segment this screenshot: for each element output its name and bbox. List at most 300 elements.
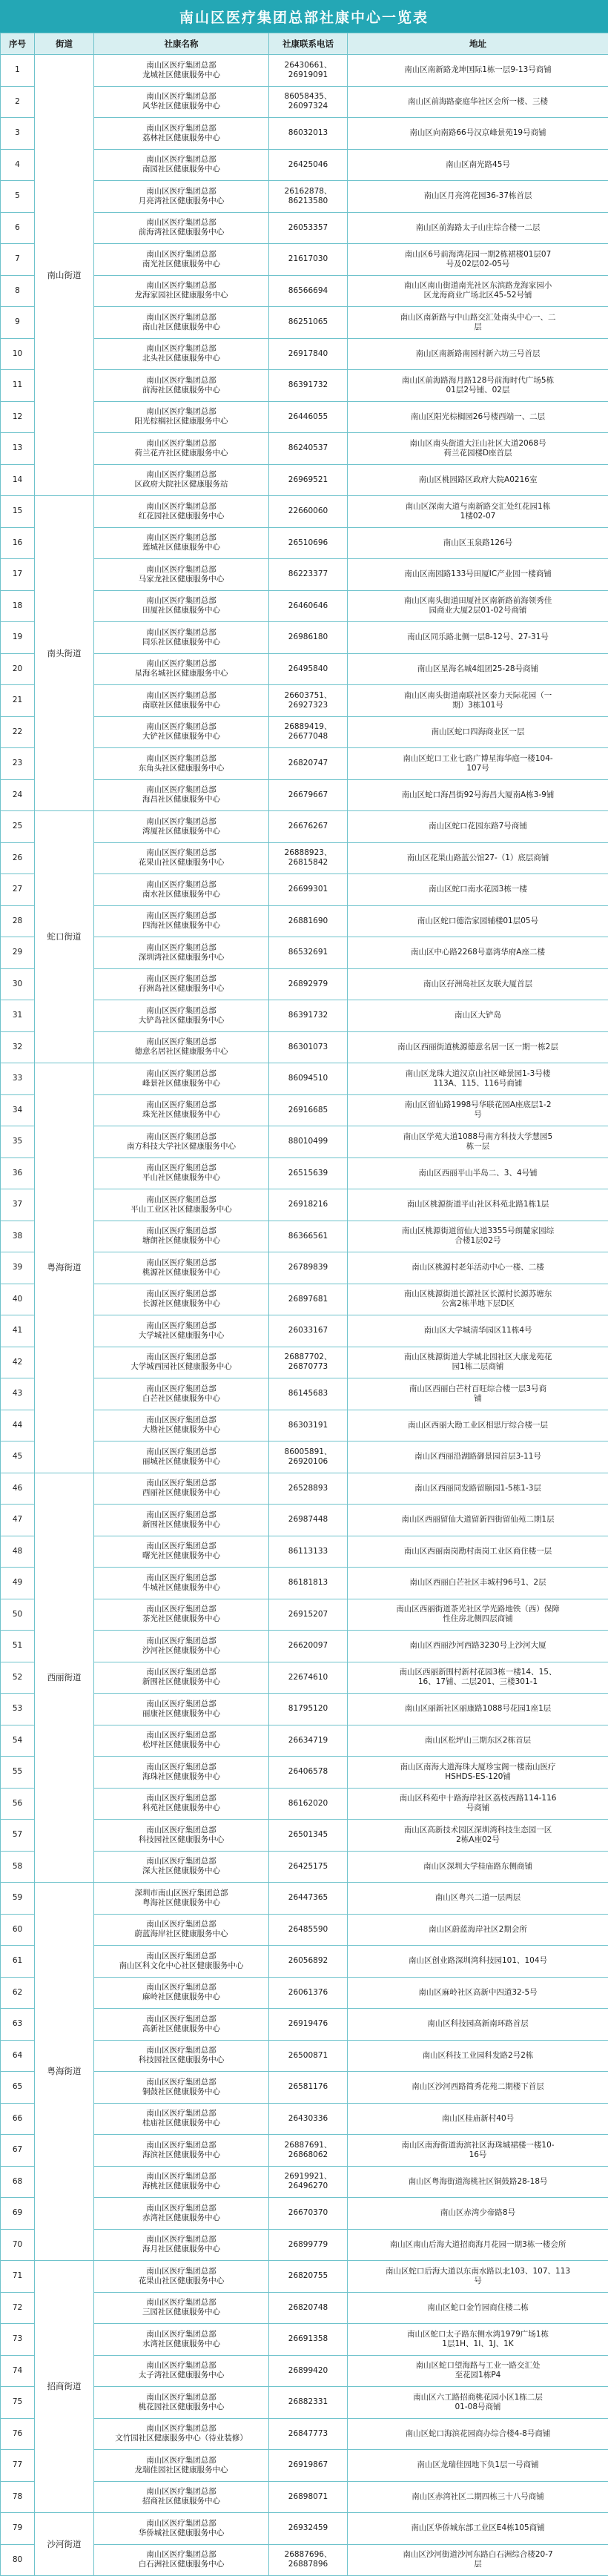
center-address: 南山区西丽同发路留颐园1-5栋1-3层 xyxy=(348,1473,608,1505)
center-name: 南山区医疗集团总部 南光社区健康服务中心 xyxy=(94,244,269,276)
row-number: 19 xyxy=(1,622,35,654)
center-name: 南山区医疗集团总部 南园社区健康服务中心 xyxy=(94,149,269,181)
center-name: 南山区医疗集团总部 月亮湾社区健康服务中心 xyxy=(94,181,269,213)
center-address: 南山区西丽大勘工业区相思厅综合楼一层 xyxy=(348,1410,608,1441)
row-number: 46 xyxy=(1,1473,35,1505)
row-number: 7 xyxy=(1,244,35,276)
center-address: 南山区桃源街道大学城北园社区大康龙苑花 园1栋二层商铺 xyxy=(348,1347,608,1378)
center-phone: 26670370 xyxy=(269,2198,348,2230)
center-phone: 26897681 xyxy=(269,1284,348,1315)
center-address: 南山区大铲岛 xyxy=(348,1000,608,1032)
row-number: 68 xyxy=(1,2166,35,2198)
center-phone: 26888923、 26815842 xyxy=(269,842,348,874)
center-address: 南山区龙瑞佳园地下负1层一号商铺 xyxy=(348,2450,608,2482)
row-number: 73 xyxy=(1,2324,35,2356)
row-number: 10 xyxy=(1,338,35,370)
center-name: 南山区医疗集团总部 星海名城社区健康服务中心 xyxy=(94,653,269,685)
center-phone: 22674610 xyxy=(269,1662,348,1694)
center-name: 南山区医疗集团总部 南水社区健康服务中心 xyxy=(94,874,269,906)
center-phone: 26528893 xyxy=(269,1473,348,1505)
center-phone: 26789839 xyxy=(269,1252,348,1284)
center-name: 南山区医疗集团总部 海桃社区健康服务中心 xyxy=(94,2166,269,2198)
center-address: 南山区丽新社区丽康路1088号花园1座1层 xyxy=(348,1694,608,1725)
center-phone: 26882331 xyxy=(269,2387,348,2419)
center-address: 南山区蛇口后海大道以东南水路以北103、107、113 号 xyxy=(348,2261,608,2293)
center-phone: 26881690 xyxy=(269,905,348,937)
center-name: 南山区医疗集团总部 白石洲社区健康服务中心 xyxy=(94,2544,269,2576)
row-number: 11 xyxy=(1,370,35,402)
center-address: 南山区赤湾少帝路8号 xyxy=(348,2198,608,2230)
center-address: 南山区蛇口太子路东侧水湾1979广场1栋 1层1H、1I、1J、1K xyxy=(348,2324,608,2356)
center-phone: 26919867 xyxy=(269,2450,348,2482)
center-address: 南山区六工路招商桃花园小区1栋二层 01-08号商铺 xyxy=(348,2387,608,2419)
center-name: 南山区医疗集团总部 桃花园社区健康服务中心 xyxy=(94,2387,269,2419)
center-name: 南山区医疗集团总部 阳光棕榈社区健康服务中心 xyxy=(94,401,269,433)
row-number: 20 xyxy=(1,653,35,685)
row-number: 76 xyxy=(1,2418,35,2450)
center-address: 南山区科技园高新南环路首层 xyxy=(348,2009,608,2041)
center-phone: 86058435、 26097324 xyxy=(269,86,348,118)
center-address: 南山区桃源街道留仙大道3355号朗麓家园综 合楼1层02号 xyxy=(348,1221,608,1252)
center-name: 南山区医疗集团总部 平山工业区社区健康服务中心 xyxy=(94,1189,269,1221)
row-number: 25 xyxy=(1,811,35,843)
center-address: 南山区蛇口南水花园3栋一楼 xyxy=(348,874,608,906)
table-row xyxy=(1,2513,608,2545)
center-phone: 26887691、 26868062 xyxy=(269,2135,348,2167)
center-phone: 26916685 xyxy=(269,1094,348,1126)
row-number: 31 xyxy=(1,1000,35,1032)
center-address: 南山区大学城清华园区11栋4号 xyxy=(348,1315,608,1347)
row-number: 38 xyxy=(1,1221,35,1252)
center-name: 南山区医疗集团总部 新围社区健康服务中心 xyxy=(94,1505,269,1536)
center-address: 南山区南新路南园村新六坊三号首层 xyxy=(348,338,608,370)
center-name: 南山区医疗集团总部 区政府大院社区健康服务站 xyxy=(94,464,269,496)
center-phone: 26500871 xyxy=(269,2040,348,2072)
row-number: 80 xyxy=(1,2544,35,2576)
row-number: 30 xyxy=(1,968,35,1000)
center-name: 南山区医疗集团总部 海昌社区健康服务中心 xyxy=(94,779,269,811)
row-number: 74 xyxy=(1,2355,35,2387)
center-phone: 26430336 xyxy=(269,2103,348,2135)
center-name: 南山区医疗集团总部 田厦社区健康服务中心 xyxy=(94,590,269,622)
row-number: 59 xyxy=(1,1883,35,1915)
center-phone: 26847773 xyxy=(269,2418,348,2450)
row-number: 78 xyxy=(1,2481,35,2513)
center-address: 南山区南新路龙坤国际1栋一层9-13号商铺 xyxy=(348,55,608,87)
center-address: 南山区科苑中十路海岸社区荔枝西路114-116 号商铺 xyxy=(348,1788,608,1820)
center-address: 南山区赤湾社区二期四栋三十八号商铺 xyxy=(348,2481,608,2513)
center-address: 南山区孖洲岛社区友联大厦首层 xyxy=(348,968,608,1000)
table-row xyxy=(1,1473,608,1505)
center-name: 南山区医疗集团总部 桃源社区健康服务中心 xyxy=(94,1252,269,1284)
table-body xyxy=(1,55,608,2576)
row-number: 54 xyxy=(1,1725,35,1757)
center-name: 南山区医疗集团总部 四海社区健康服务中心 xyxy=(94,905,269,937)
center-address: 南山区西丽南岗勘村南岗工业区商住楼一层 xyxy=(348,1536,608,1568)
center-name: 南山区医疗集团总部 长源社区健康服务中心 xyxy=(94,1284,269,1315)
center-address: 南山区西丽街道茶光社区学光路地铁（西）保障 性住房北侧四层商铺 xyxy=(348,1599,608,1631)
district-cell: 粤海街道 xyxy=(35,1063,94,1473)
center-address: 南山区粤兴二道一层两层 xyxy=(348,1883,608,1915)
center-name: 南山区医疗集团总部 丽康社区健康服务中心 xyxy=(94,1694,269,1725)
center-name: 南山区医疗集团总部 深圳湾社区健康服务中心 xyxy=(94,937,269,969)
center-address: 南山区南山街道南光社区东滨路龙海家园小 区龙海商业广场北区45-52号铺 xyxy=(348,275,608,307)
center-phone: 26676267 xyxy=(269,811,348,843)
header-name: 社康名称 xyxy=(94,33,269,55)
row-number: 49 xyxy=(1,1568,35,1599)
center-phone: 26917840 xyxy=(269,338,348,370)
center-address: 南山区西丽平山半岛二、3、4号铺 xyxy=(348,1157,608,1189)
center-address: 南山区花果山路蓝公馆27-（1）底层商铺 xyxy=(348,842,608,874)
center-name: 南山区医疗集团总部 松坪社区健康服务中心 xyxy=(94,1725,269,1757)
center-name: 南山区医疗集团总部 荔林社区健康服务中心 xyxy=(94,118,269,150)
center-name: 南山区医疗集团总部 风华社区健康服务中心 xyxy=(94,86,269,118)
row-number: 50 xyxy=(1,1599,35,1631)
center-address: 南山区南头街道南联社区泰力天际花园（一 期）3栋101号 xyxy=(348,685,608,717)
center-phone: 26969521 xyxy=(269,464,348,496)
center-phone: 26053357 xyxy=(269,212,348,244)
center-phone: 86223377 xyxy=(269,559,348,591)
center-name: 南山区医疗集团总部 前海社区健康服务中心 xyxy=(94,370,269,402)
center-phone: 26056892 xyxy=(269,1946,348,1978)
center-address: 南山区桃源村老年活动中心一楼、二楼 xyxy=(348,1252,608,1284)
row-number: 64 xyxy=(1,2040,35,2072)
center-name: 南山区医疗集团总部 峰景社区健康服务中心 xyxy=(94,1063,269,1095)
center-name: 南山区医疗集团总部 红花园社区健康服务中心 xyxy=(94,496,269,528)
center-phone: 86005891、 26920106 xyxy=(269,1441,348,1473)
center-address: 南山区南新路与中山路交汇处南头中心一、二 层 xyxy=(348,307,608,339)
center-phone: 26620097 xyxy=(269,1631,348,1662)
center-address: 南山区南海大道海珠大厦珍宝阁一楼南山医疗 HSHDS-ES-120铺 xyxy=(348,1757,608,1789)
center-address: 南山区玉泉路126号 xyxy=(348,527,608,559)
center-name: 南山区医疗集团总部 铜鼓社区健康服务中心 xyxy=(94,2072,269,2104)
center-address: 南山区留仙路1998号华联花园A座底层1-2 号 xyxy=(348,1094,608,1126)
row-number: 40 xyxy=(1,1284,35,1315)
center-address: 南山区南头街道田厦社区南新路前海领秀佳 园商业大厦2层01-02号商铺 xyxy=(348,590,608,622)
center-phone: 26501345 xyxy=(269,1820,348,1852)
center-phone: 26460646 xyxy=(269,590,348,622)
center-name: 南山区医疗集团总部 东角头社区健康服务中心 xyxy=(94,748,269,780)
center-address: 南山区西丽留仙大道留新四街留仙苑二期1层 xyxy=(348,1505,608,1536)
center-address: 南山区沙河西路简秀花苑二期楼下首层 xyxy=(348,2072,608,2104)
center-address: 南山区创业路深圳湾科技园101、104号 xyxy=(348,1946,608,1978)
center-name: 南山区医疗集团总部 龙城社区健康服务中心 xyxy=(94,55,269,87)
center-phone: 26887696、 26887896 xyxy=(269,2544,348,2576)
row-number: 66 xyxy=(1,2103,35,2135)
center-phone: 26899420 xyxy=(269,2355,348,2387)
center-phone: 86145683 xyxy=(269,1378,348,1410)
center-phone: 26603751、 26927323 xyxy=(269,685,348,717)
center-name: 南山区医疗集团总部 太子湾社区健康服务中心 xyxy=(94,2355,269,2387)
center-phone: 26987448 xyxy=(269,1505,348,1536)
center-name: 南山区医疗集团总部 南山区科文化中心社区健康服务中心 xyxy=(94,1946,269,1978)
table-row xyxy=(1,55,608,87)
center-name: 南山区医疗集团总部 花果山社区健康服务中心 xyxy=(94,842,269,874)
center-name: 南山区医疗集团总部 同乐社区健康服务中心 xyxy=(94,622,269,654)
center-name: 南山区医疗集团总部 茶光社区健康服务中心 xyxy=(94,1599,269,1631)
center-phone: 86032013 xyxy=(269,118,348,150)
center-phone: 86301073 xyxy=(269,1031,348,1063)
row-number: 56 xyxy=(1,1788,35,1820)
center-address: 南山区蛇口工业七路广博星海华庭一楼104- 107号 xyxy=(348,748,608,780)
row-number: 63 xyxy=(1,2009,35,2041)
center-name: 南山区医疗集团总部 深大社区健康服务中心 xyxy=(94,1851,269,1883)
center-name: 深圳市南山区医疗集团总部 粤海社区健康服务中心 xyxy=(94,1883,269,1915)
header-phone: 社康联系电话 xyxy=(269,33,348,55)
center-address: 南山区桃园路区政府大院A0216室 xyxy=(348,464,608,496)
center-name: 南山区医疗集团总部 新围社区健康服务中心 xyxy=(94,1662,269,1694)
center-phone: 86181813 xyxy=(269,1568,348,1599)
row-number: 28 xyxy=(1,905,35,937)
center-phone: 26699301 xyxy=(269,874,348,906)
district-cell: 沙河街道 xyxy=(35,2513,94,2576)
center-phone: 26919921、 26496270 xyxy=(269,2166,348,2198)
row-number: 5 xyxy=(1,181,35,213)
center-address: 南山区桂庙新村40号 xyxy=(348,2103,608,2135)
center-name: 南山区医疗集团总部 前海湾社区健康服务中心 xyxy=(94,212,269,244)
center-name: 南山区医疗集团总部 德意名居社区健康服务中心 xyxy=(94,1031,269,1063)
health-center-table xyxy=(0,33,608,2576)
center-name: 南山区医疗集团总部 平山社区健康服务中心 xyxy=(94,1157,269,1189)
center-address: 南山区西丽白芒社区丰城村96号1、2层 xyxy=(348,1568,608,1599)
center-name: 南山区医疗集团总部 大学城社区健康服务中心 xyxy=(94,1315,269,1347)
center-phone: 26495840 xyxy=(269,653,348,685)
header-address: 地址 xyxy=(348,33,608,55)
center-phone: 21617030 xyxy=(269,244,348,276)
center-address: 南山区蛇口德浩家园辅楼01层05号 xyxy=(348,905,608,937)
row-number: 55 xyxy=(1,1757,35,1789)
row-number: 79 xyxy=(1,2513,35,2545)
table-row xyxy=(1,2261,608,2293)
row-number: 29 xyxy=(1,937,35,969)
center-name: 南山区医疗集团总部 高新社区健康服务中心 xyxy=(94,2009,269,2041)
center-phone: 86366561 xyxy=(269,1221,348,1252)
row-number: 14 xyxy=(1,464,35,496)
center-phone: 86251065 xyxy=(269,307,348,339)
row-number: 2 xyxy=(1,86,35,118)
center-name: 南山区医疗集团总部 大铲岛社区健康服务中心 xyxy=(94,1000,269,1032)
center-phone: 26820755 xyxy=(269,2261,348,2293)
center-address: 南山区6号前海湾花园一期2栋裙楼01层07 号及02层02-05号 xyxy=(348,244,608,276)
center-phone: 86162020 xyxy=(269,1788,348,1820)
row-number: 77 xyxy=(1,2450,35,2482)
center-address: 南山区西丽沙河西路3230号上沙河大厦 xyxy=(348,1631,608,1662)
row-number: 27 xyxy=(1,874,35,906)
center-phone: 26919476 xyxy=(269,2009,348,2041)
row-number: 36 xyxy=(1,1157,35,1189)
center-address: 南山区前海路太子山庄综合楼一二层 xyxy=(348,212,608,244)
row-number: 60 xyxy=(1,1914,35,1946)
center-address: 南山区桃源街道长源社区长源村长源苏塘东 公寓2栋半地下层D区 xyxy=(348,1284,608,1315)
center-address: 南山区南海街道海滨社区海珠城裙楼一楼10- 16号 xyxy=(348,2135,608,2167)
center-address: 南山区蛇口望海路与工业一路交汇处 至花园1栋P4 xyxy=(348,2355,608,2387)
center-name: 南山区医疗集团总部 花果山社区健康服务中心 xyxy=(94,2261,269,2293)
center-address: 南山区阳光棕榈园26号楼西端一、二层 xyxy=(348,401,608,433)
row-number: 41 xyxy=(1,1315,35,1347)
center-address: 南山区蛇口海昌街92号海昌大厦南A栋3-9铺 xyxy=(348,779,608,811)
row-number: 3 xyxy=(1,118,35,150)
center-name: 南山区医疗集团总部 水湾社区健康服务中心 xyxy=(94,2324,269,2356)
center-name: 南山区医疗集团总部 文竹园社区健康服务中心（待业装修） xyxy=(94,2418,269,2450)
center-name: 南山区医疗集团总部 马家龙社区健康服务中心 xyxy=(94,559,269,591)
center-address: 南山区向南路66号汉京峰景苑19号商铺 xyxy=(348,118,608,150)
center-phone: 86094510 xyxy=(269,1063,348,1095)
row-number: 8 xyxy=(1,275,35,307)
center-phone: 26932459 xyxy=(269,2513,348,2545)
row-number: 69 xyxy=(1,2198,35,2230)
center-phone: 26430661、 26919091 xyxy=(269,55,348,87)
center-address: 南山区科技工业园科发路2号2栋 xyxy=(348,2040,608,2072)
center-address: 南山区前海路海月路128号前海时代广场5栋 01层2号铺、02层 xyxy=(348,370,608,402)
center-name: 南山区医疗集团总部 西丽社区健康服务中心 xyxy=(94,1473,269,1505)
center-phone: 88010499 xyxy=(269,1126,348,1158)
center-name: 南山区医疗集团总部 大勘社区健康服务中心 xyxy=(94,1410,269,1441)
row-number: 67 xyxy=(1,2135,35,2167)
page-title: 南山区医疗集团总部社康中心一览表 xyxy=(0,0,608,33)
header-no: 序号 xyxy=(1,33,35,55)
center-phone: 26485590 xyxy=(269,1914,348,1946)
center-name: 南山区医疗集团总部 孖洲岛社区健康服务中心 xyxy=(94,968,269,1000)
row-number: 32 xyxy=(1,1031,35,1063)
row-number: 22 xyxy=(1,716,35,748)
row-number: 65 xyxy=(1,2072,35,2104)
center-address: 南山区蛇口金竹园商住楼二栋 xyxy=(348,2292,608,2324)
center-name: 南山区医疗集团总部 珠光社区健康服务中心 xyxy=(94,1094,269,1126)
row-number: 72 xyxy=(1,2292,35,2324)
row-number: 44 xyxy=(1,1410,35,1441)
center-address: 南山区深圳大学桂庙路东侧商铺 xyxy=(348,1851,608,1883)
center-name: 南山区医疗集团总部 南山社区健康服务中心 xyxy=(94,307,269,339)
row-number: 57 xyxy=(1,1820,35,1852)
center-address: 南山区龙珠大道汉京山社区峰景园1-3号楼 113A、115、116号商铺 xyxy=(348,1063,608,1095)
center-phone: 26515639 xyxy=(269,1157,348,1189)
center-address: 南山区前海路豪庭华社区会所一楼、三楼 xyxy=(348,86,608,118)
center-phone: 86303191 xyxy=(269,1410,348,1441)
center-phone: 26918216 xyxy=(269,1189,348,1221)
center-name: 南山区医疗集团总部 荷兰花卉社区健康服务中心 xyxy=(94,433,269,465)
center-phone: 26061376 xyxy=(269,1977,348,2009)
center-phone: 26447365 xyxy=(269,1883,348,1915)
row-number: 70 xyxy=(1,2229,35,2261)
center-phone: 86566694 xyxy=(269,275,348,307)
center-phone: 26634719 xyxy=(269,1725,348,1757)
center-address: 南山区粤海街道海桃社区铜鼓路28-18号 xyxy=(348,2166,608,2198)
table-header-row xyxy=(1,33,608,55)
center-name: 南山区医疗集团总部 海滨社区健康服务中心 xyxy=(94,2135,269,2167)
center-name: 南山区医疗集团总部 曙光社区健康服务中心 xyxy=(94,1536,269,1568)
district-cell: 招商街道 xyxy=(35,2261,94,2513)
center-name: 南山区医疗集团总部 海珠社区健康服务中心 xyxy=(94,1757,269,1789)
row-number: 1 xyxy=(1,55,35,87)
center-phone: 26820747 xyxy=(269,748,348,780)
row-number: 13 xyxy=(1,433,35,465)
row-number: 18 xyxy=(1,590,35,622)
district-cell: 南头街道 xyxy=(35,496,94,811)
center-phone: 26892979 xyxy=(269,968,348,1000)
center-name: 南山区医疗集团总部 科技园社区健康服务中心 xyxy=(94,1820,269,1852)
center-name: 南山区医疗集团总部 莲城社区健康服务中心 xyxy=(94,527,269,559)
row-number: 58 xyxy=(1,1851,35,1883)
row-number: 34 xyxy=(1,1094,35,1126)
center-address: 南山区蔚蓝海岸社区2期会所 xyxy=(348,1914,608,1946)
row-number: 75 xyxy=(1,2387,35,2419)
center-name: 南山区医疗集团总部 华侨城社区健康服务中心 xyxy=(94,2513,269,2545)
center-name: 南山区医疗集团总部 科技园社区健康服务中心 xyxy=(94,2040,269,2072)
row-number: 16 xyxy=(1,527,35,559)
center-phone: 81795120 xyxy=(269,1694,348,1725)
district-cell: 西丽街道 xyxy=(35,1473,94,1883)
center-address: 南山区西丽沿湖路御景园首层3-11号 xyxy=(348,1441,608,1473)
row-number: 33 xyxy=(1,1063,35,1095)
row-number: 9 xyxy=(1,307,35,339)
row-number: 43 xyxy=(1,1378,35,1410)
center-phone: 26889419、 26677048 xyxy=(269,716,348,748)
center-address: 南山区星海名城4组团25-28号商铺 xyxy=(348,653,608,685)
row-number: 23 xyxy=(1,748,35,780)
header-district: 街道 xyxy=(35,33,94,55)
district-cell: 南山街道 xyxy=(35,55,94,496)
center-name: 南山区医疗集团总部 科苑社区健康服务中心 xyxy=(94,1788,269,1820)
center-name: 南山区医疗集团总部 三园社区健康服务中心 xyxy=(94,2292,269,2324)
center-address: 南山区同乐路北侧一层8-12号、27-31号 xyxy=(348,622,608,654)
row-number: 24 xyxy=(1,779,35,811)
center-address: 南山区华侨城东部工业区E4栋105商铺 xyxy=(348,2513,608,2545)
row-number: 26 xyxy=(1,842,35,874)
row-number: 21 xyxy=(1,685,35,717)
center-name: 南山区医疗集团总部 湾厦社区健康服务中心 xyxy=(94,811,269,843)
center-address: 南山区高新技术园区深圳湾科技生态园一区 2栋A座02号 xyxy=(348,1820,608,1852)
center-name: 南山区医疗集团总部 沙河社区健康服务中心 xyxy=(94,1631,269,1662)
center-phone: 26425175 xyxy=(269,1851,348,1883)
center-phone: 86532691 xyxy=(269,937,348,969)
center-address: 南山区月亮湾花园36-37栋首层 xyxy=(348,181,608,213)
center-phone: 26446055 xyxy=(269,401,348,433)
center-phone: 26887702、 26870773 xyxy=(269,1347,348,1378)
center-phone: 26406578 xyxy=(269,1757,348,1789)
center-name: 南山区医疗集团总部 赤湾社区健康服务中心 xyxy=(94,2198,269,2230)
center-name: 南山区医疗集团总部 龙海家园社区健康服务中心 xyxy=(94,275,269,307)
row-number: 15 xyxy=(1,496,35,528)
center-phone: 86391732 xyxy=(269,1000,348,1032)
center-address: 南山区学苑大道1088号南方科技大学慧园5 栋一层 xyxy=(348,1126,608,1158)
center-name: 南山区医疗集团总部 大学城西园社区健康服务中心 xyxy=(94,1347,269,1378)
center-address: 南山区麻岭社区高新中四道32-5号 xyxy=(348,1977,608,2009)
center-phone: 26033167 xyxy=(269,1315,348,1347)
center-name: 南山区医疗集团总部 海月社区健康服务中心 xyxy=(94,2229,269,2261)
row-number: 39 xyxy=(1,1252,35,1284)
center-phone: 86113133 xyxy=(269,1536,348,1568)
center-phone: 26679667 xyxy=(269,779,348,811)
center-name: 南山区医疗集团总部 桂庙社区健康服务中心 xyxy=(94,2103,269,2135)
table-row xyxy=(1,1883,608,1915)
center-phone: 26898071 xyxy=(269,2481,348,2513)
row-number: 53 xyxy=(1,1694,35,1725)
row-number: 71 xyxy=(1,2261,35,2293)
row-number: 35 xyxy=(1,1126,35,1158)
center-address: 南山区深南大道与南新路交汇处红花园1栋 1楼02-07 xyxy=(348,496,608,528)
center-address: 南山区桃源街道平山社区科苑北路1栋1层 xyxy=(348,1189,608,1221)
center-address: 南山区西丽新围村新村花园3栋一楼14、15、 16、17铺、二层201、三楼301-1 xyxy=(348,1662,608,1694)
center-name: 南山区医疗集团总部 麻岭社区健康服务中心 xyxy=(94,1977,269,2009)
center-phone: 26820748 xyxy=(269,2292,348,2324)
center-address: 南山区南山后海大道招商海月花园一期3栋一楼会所 xyxy=(348,2229,608,2261)
row-number: 45 xyxy=(1,1441,35,1473)
row-number: 17 xyxy=(1,559,35,591)
center-phone: 26581176 xyxy=(269,2072,348,2104)
center-phone: 26915207 xyxy=(269,1599,348,1631)
center-address: 南山区西丽街道桃源德意名居一区一期一栋2层 xyxy=(348,1031,608,1063)
center-name: 南山区医疗集团总部 丽城社区健康服务中心 xyxy=(94,1441,269,1473)
